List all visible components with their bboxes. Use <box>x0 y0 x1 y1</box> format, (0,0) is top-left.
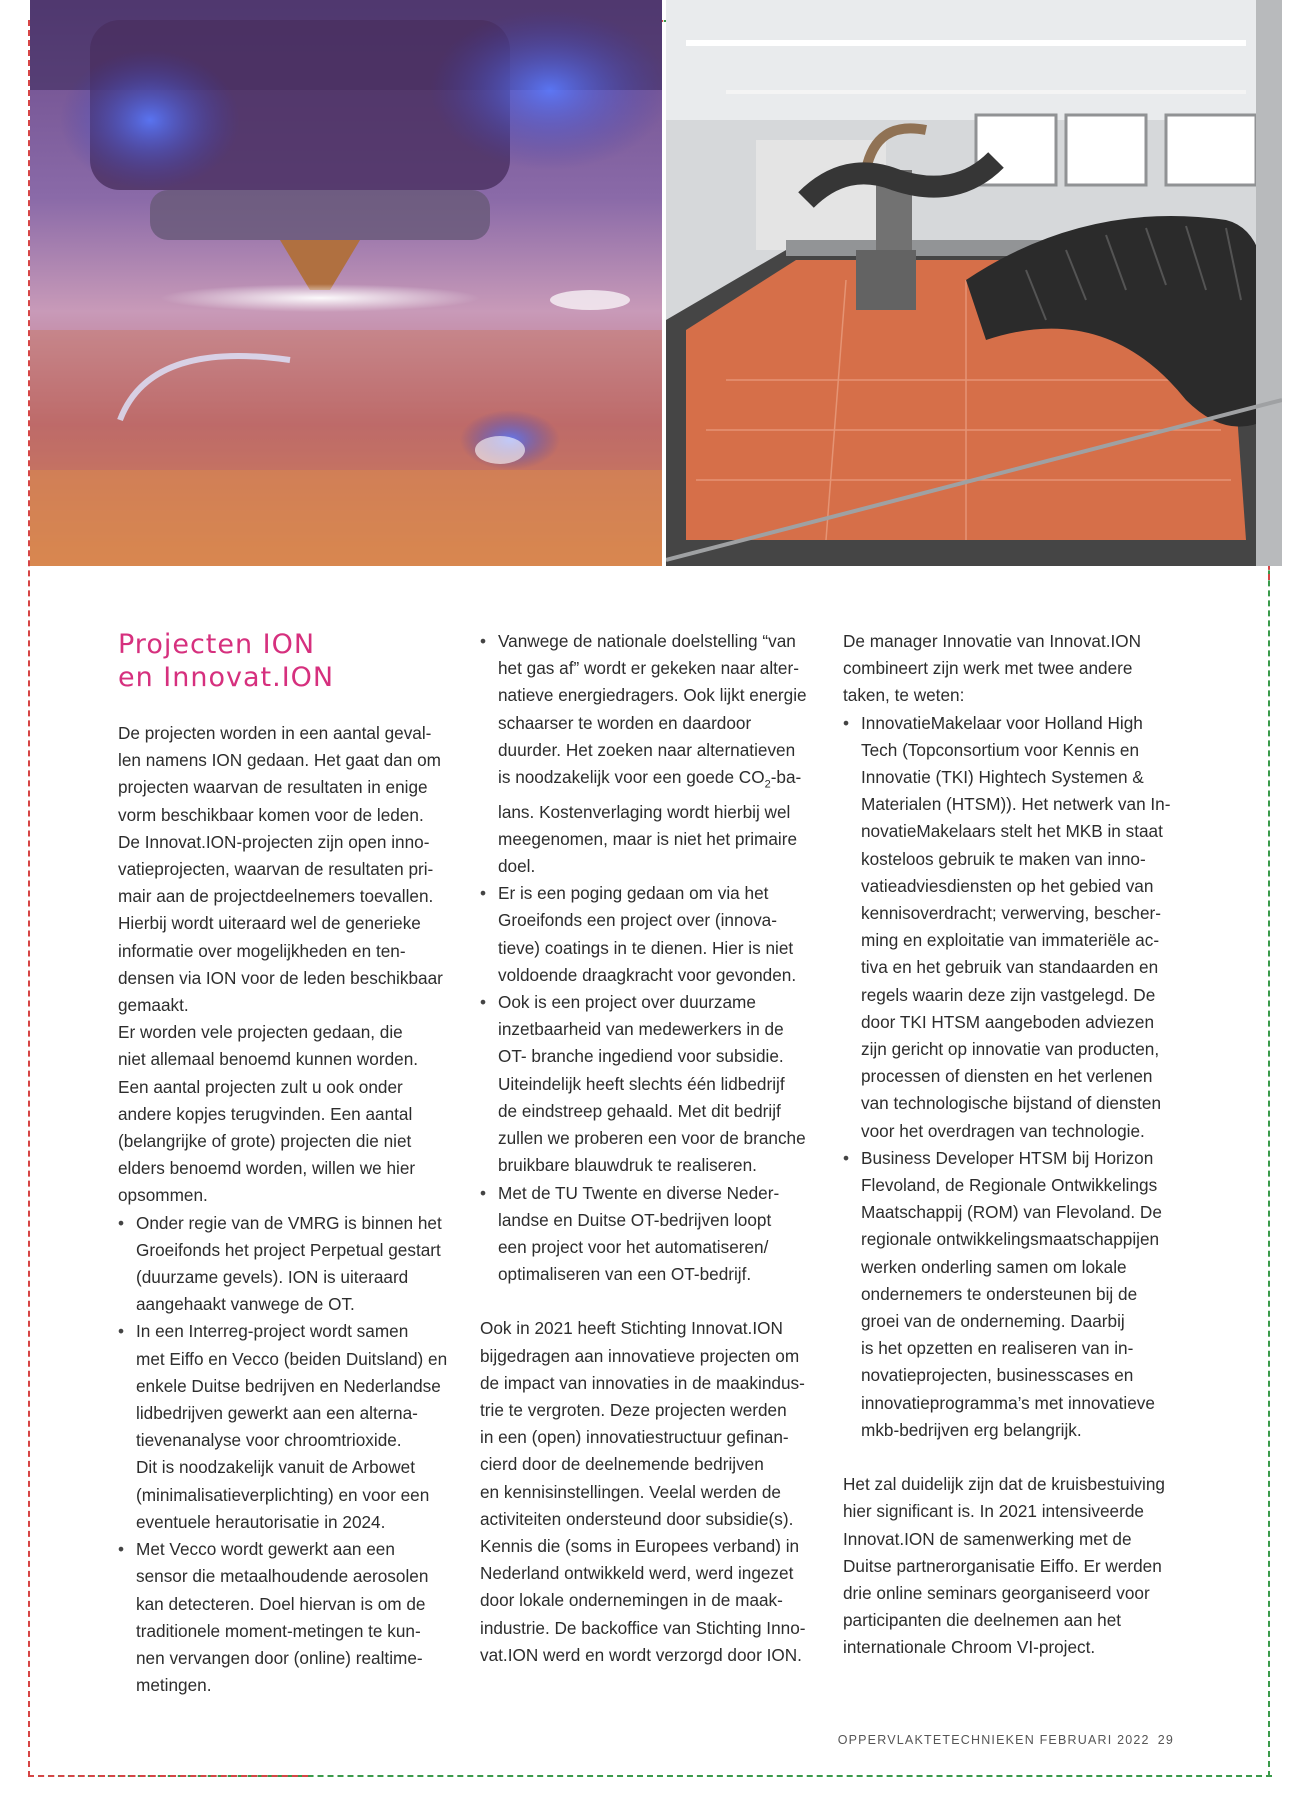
list-item: • Met Vecco wordt gewerkt aan een sensor die metaalhoudende aerosolen kan detecteren. Doel hiervan is om de traditionele moment-metingen te kun- nen vervangen door (online) realtime- metingen. <box>118 1536 458 1699</box>
project-list-col1 <box>118 1210 458 1700</box>
innovation-paragraph: Ook in 2021 heeft Stichting Innovat.ION bijgedragen aan innovatieve projecten om de impact van innovaties in de maakindus- trie te vergroten. Deze projecten werden in een (open) innovatiestructuur gefinan- cierd door de deelnemende bedrijven en kennisinstellingen. Veelal werden de activiteiten ondersteund door subsidie(s). Kennis die (soms in Europees verband) in Nederland ontwikkeld werd, werd ingezet door lokale ondernemingen in de maak- industrie. De backoffice van Stichting Inno- vat.ION werd en wordt verzorgd door ION. <box>480 1318 806 1665</box>
co2-bullet-text-b: -ba- lans. Kostenverlaging wordt hierbij wel meegenomen, maar is niet het primaire doel. <box>498 767 802 877</box>
list-item: • Business Developer HTSM bij Horizon Flevoland, de Regionale Ontwikkelings Maatschappij (ROM) van Flevoland. De regionale ontwikkelingsmaatschappijen werken onderling samen om lokale ondernemers te ondersteunen bij de groei van de onderneming. Daarbij is het opzetten en realiseren van in- novatieprojecten, businesscases en innovatieprogramma’s met innovatieve mkb-bedrijven erg belangrijk. <box>843 1145 1183 1444</box>
text-column-2 <box>480 628 820 1669</box>
text-column-3 <box>843 628 1183 1662</box>
list-item <box>480 628 820 880</box>
list-item: • Onder regie van de VMRG is binnen het Groeifonds het project Perpetual gestart (duurzame gevels). ION is uiteraard aangehaakt vanwege de OT. <box>118 1210 458 1319</box>
publication-name: OPPERVLAKTETECHNIEKEN FEBRUARI 2022 <box>837 1733 1150 1747</box>
co2-subscript: 2 <box>764 778 771 791</box>
list-item: • Ook is een project over duurzame inzetbaarheid van medewerkers in de OT- branche ingediend voor subsidie. Uiteindelijk heeft slechts één lidbedrijf de eindstreep gehaald. Met dit bedrijf zullen we proberen een voor de branche bruikbare blauwdruk te realiseren. <box>480 989 820 1179</box>
3d-printer-nozzle-photo <box>30 0 662 566</box>
intro-paragraph: De projecten worden in een aantal geval- len namens ION gedaan. Het gaat dan om projecten waarvan de resultaten in enige vorm beschikbaar komen voor de leden. De Innovat.ION-projecten zijn open inno- vatieprojecten, waarvan de resultaten pri- mair aan de projectdeelnemers toevallen. Hierbij wordt uiteraard wel de generieke informatie over mogelijkheden en ten- densen via ION voor de leden beschikbaar gemaakt. Er worden vele projecten gedaan, die niet allemaal benoemd kunnen worden. Een aantal projecten zult u ook onder andere kopjes terugvinden. Een aantal (belangrijke of grote) projecten die niet elders benoemd worden, willen we hier opsommen. <box>118 723 443 1206</box>
list-item: • Er is een poging gedaan om via het Groeifonds een project over (innova- tieve) coatings in te dienen. Hier is niet voldoende draagkracht voor gevonden. <box>480 880 820 989</box>
cnc-gantry-machine-photo <box>666 0 1282 566</box>
page-footer <box>838 1733 1174 1747</box>
heading-line-1: Projecten ION <box>118 629 316 660</box>
project-list-col2 <box>480 628 820 1288</box>
list-item: • In een Interreg-project wordt samen met Eiffo en Vecco (beiden Duitsland) en enkele Duitse bedrijven en Nederlandse lidbedrijven gewerkt aan een alterna- tievenanalyse voor chroomtrioxide. Dit is noodzakelijk vanuit de Arbowet (minimalisatieverplichting) en voor een eventuele herautorisatie in 2024. <box>118 1318 458 1536</box>
closing-paragraph: Het zal duidelijk zijn dat de kruisbestuiving hier significant is. In 2021 intensiveerde Innovat.ION de samenwerking met de Duitse partnerorganisatie Eiffo. Er werden drie online seminars georganiseerd voor participanten die deelnemen aan het internationale Chroom VI-project. <box>843 1474 1165 1658</box>
article-heading <box>118 628 458 694</box>
list-item: • InnovatieMakelaar voor Holland High Tech (Topconsortium voor Kennis en Innovatie (TKI) Hightech Systemen & Materialen (HTSM)). Het netwerk van In- novatieMakelaars stelt het MKB in staat kosteloos gebruik te maken van inno- vatieadviesdiensten op het gebied van kennisoverdracht; verwerving, bescher- ming en exploitatie van immateriële ac- tiva en het gebruik van standaarden en regels waarin deze zijn vastgelegd. De door TKI HTSM aangeboden adviezen zijn gericht op innovatie van producten, processen of diensten en het verlenen van technologische bijstand of diensten voor het overdragen van technologie. <box>843 710 1183 1145</box>
tasks-list <box>843 710 1183 1444</box>
manager-intro-paragraph: De manager Innovatie van Innovat.ION combineert zijn werk met twee andere taken, te weten: <box>843 631 1142 706</box>
page-number: 29 <box>1157 1733 1174 1747</box>
co2-bullet-text-a: Vanwege de nationale doelstelling “van het gas af” wordt er gekeken naar alter- natieve energiedragers. Ook lijkt energie schaarser te worden en daardoor duurder. Het zoeken naar alternatieven is noodzakelijk voor een goede CO <box>498 631 807 788</box>
heading-line-2: en Innovat.ION <box>118 662 335 693</box>
crop-border-bottom-accent <box>28 1775 308 1777</box>
list-item: • Met de TU Twente en diverse Neder- landse en Duitse OT-bedrijven loopt een project voor het automatiseren/ optimaliseren van een OT-bedrijf. <box>480 1180 820 1289</box>
text-column-1 <box>118 628 458 1699</box>
